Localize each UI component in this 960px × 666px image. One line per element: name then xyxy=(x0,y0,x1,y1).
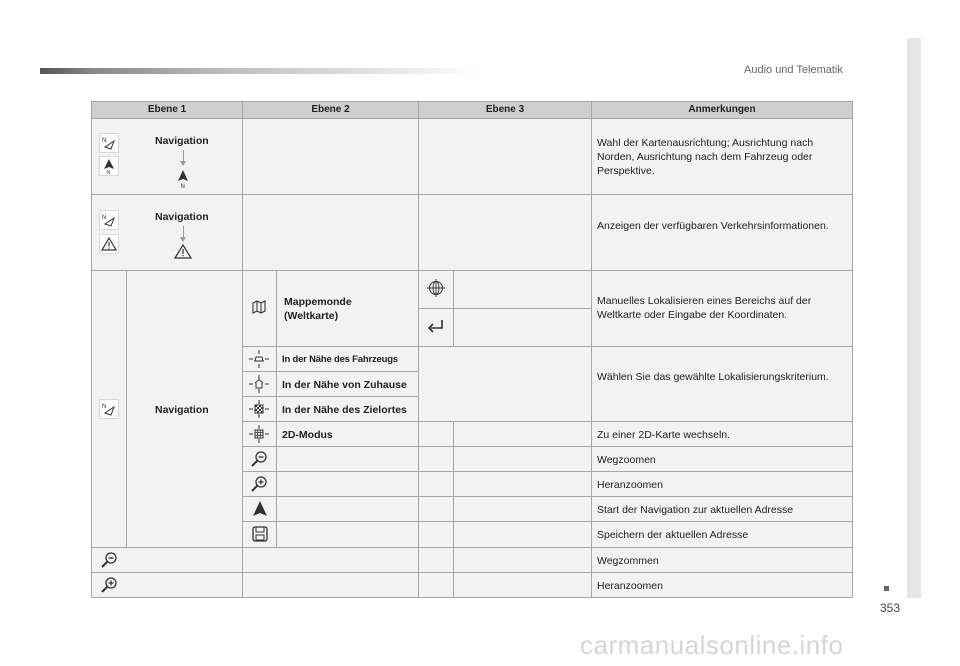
navigation-start-icon xyxy=(252,500,268,518)
table-cell-empty xyxy=(453,572,592,598)
header-gradient-bar xyxy=(40,68,480,74)
column-header-ebene-1: Ebene 1 xyxy=(91,101,243,119)
table-cell-empty xyxy=(453,446,592,472)
worldmap-label: Mappemonde (Weltkarte) xyxy=(284,296,352,322)
worldmap-note: Manuelles Lokalisieren eines Bereichs auf der Weltkarte oder Eingabe der Koordinaten. xyxy=(597,295,812,321)
traffic-warning-icon xyxy=(99,234,119,254)
row-traffic-note: Anzeigen der verfügbaren Verkehrsinformationen. xyxy=(597,220,829,232)
zoom-out-icon xyxy=(250,450,268,468)
world-map-icon xyxy=(251,299,267,315)
table-cell-empty xyxy=(418,547,454,573)
svg-text:N: N xyxy=(102,215,107,221)
zoomout-note: Wegzoomen xyxy=(597,454,656,466)
table-cell-empty xyxy=(418,572,454,598)
table-cell-empty xyxy=(453,547,592,573)
mode2d-note: Zu einer 2D-Karte wechseln. xyxy=(597,429,731,441)
row-traffic-label: Navigation xyxy=(155,211,209,223)
table-cell-empty xyxy=(453,521,592,548)
table-cell-empty xyxy=(276,446,419,472)
table-row-traffic-level1 xyxy=(91,194,243,271)
return-icon xyxy=(427,318,445,334)
north-arrow-icon xyxy=(176,169,190,189)
table-cell-empty xyxy=(418,521,454,548)
mode2d-label: 2D-Modus xyxy=(282,429,333,441)
map-orientation-icon xyxy=(99,210,119,230)
map-orientation-icon xyxy=(99,133,119,153)
globe-icon xyxy=(427,279,445,297)
table-cell-empty xyxy=(453,308,592,347)
section-title: Audio und Telematik xyxy=(744,64,843,76)
table-cell-empty xyxy=(418,118,592,195)
table-cell-empty xyxy=(242,547,419,573)
zoomout2-note: Wegzommen xyxy=(597,555,659,567)
table-cell-empty xyxy=(242,194,419,271)
table-cell-empty xyxy=(418,421,454,447)
grid-2d-icon xyxy=(249,425,269,443)
table-cell-empty xyxy=(276,496,419,522)
main-navigation-label: Navigation xyxy=(155,404,209,416)
page-marker xyxy=(884,586,889,591)
watermark: carmanualsonline.info xyxy=(580,630,844,660)
nearby-vehicle-label: In der Nähe des Fahrzeugs xyxy=(282,354,398,365)
home-location-icon xyxy=(249,375,269,393)
column-header-ebene-3: Ebene 3 xyxy=(418,101,592,119)
table-cell-empty xyxy=(418,496,454,522)
table-cell-empty xyxy=(276,521,419,548)
startnav-note: Start der Navigation zur aktuellen Adresse xyxy=(597,504,794,516)
row-orientation-note: Wahl der Kartenausrichtung; Ausrichtung nach Norden, Ausrichtung nach dem Fahrzeug oder Perspektive. xyxy=(597,137,814,177)
table-cell-empty xyxy=(242,118,419,195)
column-header-anmerkungen: Anmerkungen xyxy=(591,101,853,119)
table-cell-empty xyxy=(453,471,592,497)
zoomin-note: Heranzoomen xyxy=(597,479,663,491)
zoom-in-icon xyxy=(250,475,268,493)
page-side-tab xyxy=(907,38,921,598)
svg-text:N: N xyxy=(106,170,111,174)
nearby-destination-label: In der Nähe des Zielortes xyxy=(282,404,407,416)
down-arrow-icon xyxy=(180,237,186,242)
column-header-ebene-2: Ebene 2 xyxy=(242,101,419,119)
table-cell-empty xyxy=(276,471,419,497)
save-note: Speichern der aktuellen Adresse xyxy=(597,529,749,541)
table-cell-empty xyxy=(242,572,419,598)
table-cell-empty xyxy=(418,471,454,497)
svg-text:N: N xyxy=(102,138,107,144)
save-icon xyxy=(252,526,268,542)
svg-text:N: N xyxy=(180,184,185,189)
table-cell-empty xyxy=(453,496,592,522)
north-arrow-icon xyxy=(99,156,119,176)
table-cell-empty xyxy=(453,270,592,309)
nearby-home-label: In der Nähe von Zuhause xyxy=(282,379,407,391)
vehicle-location-icon xyxy=(249,350,269,368)
svg-text:N: N xyxy=(102,404,107,410)
zoom-in-icon xyxy=(100,576,118,594)
table-cell-empty xyxy=(418,446,454,472)
down-arrow-icon xyxy=(180,161,186,166)
table-cell-empty xyxy=(418,346,592,422)
map-orientation-icon xyxy=(99,399,119,419)
zoomin2-note: Heranzoomen xyxy=(597,580,663,592)
nearby-note: Wählen Sie das gewählte Lokalisierungskriterium. xyxy=(597,371,829,383)
row-orientation-label: Navigation xyxy=(155,135,209,147)
page-number: 353 xyxy=(880,601,901,615)
zoom-out-icon xyxy=(100,551,118,569)
destination-location-icon xyxy=(249,400,269,418)
table-cell-note xyxy=(591,346,853,422)
table-cell-empty xyxy=(418,194,592,271)
traffic-warning-icon xyxy=(174,244,192,259)
table-cell-empty xyxy=(453,421,592,447)
